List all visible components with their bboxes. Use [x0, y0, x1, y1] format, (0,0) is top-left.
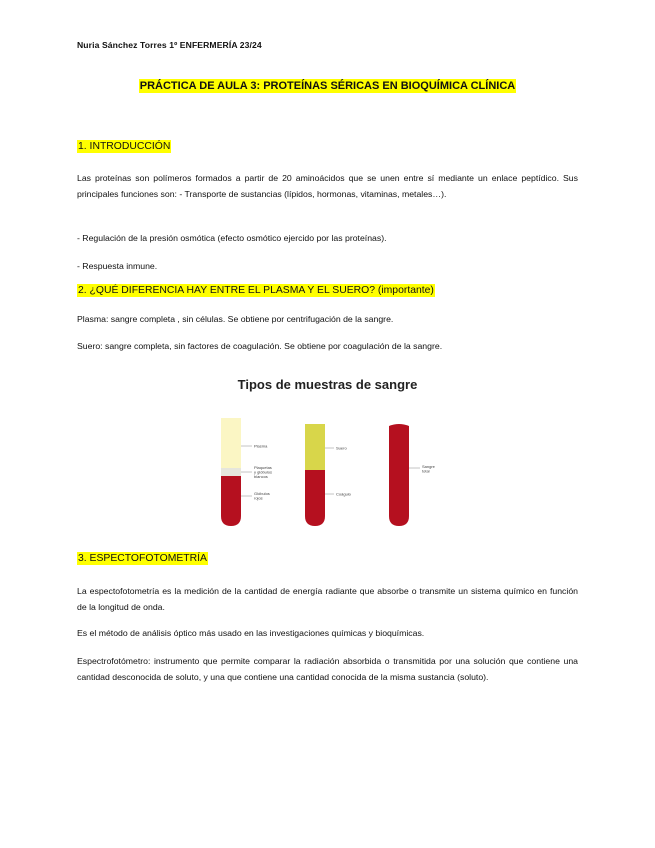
- document-title: [0, 80, 655, 92]
- tube-plasma: [221, 418, 272, 526]
- document-header: Nuria Sánchez Torres 1º ENFERMERÍA 23/24: [77, 40, 262, 50]
- spectro-paragraph-3: Espectrofotómetro: instrumento que permite comparar la radiación absorbida o transmitida por una solución que contiene una cantidad desconocida de soluto, y una que contiene una cantidad conocida de la misma sustancia (soluto).: [77, 656, 578, 682]
- suero-definition: Suero: sangre completa, sin factores de coagulación. Se obtiene por coagulación de la sangre.: [77, 341, 443, 351]
- section-heading-intro: [77, 141, 171, 152]
- label-plaquetas-1: Plaquetas: [254, 465, 272, 470]
- label-globulos-1: Glóbulos: [254, 491, 270, 496]
- section-heading-spectro-text: 3. ESPECTOFOTOMETRÍA: [78, 553, 207, 564]
- figure-title: Tipos de muestras de sangre: [237, 377, 418, 392]
- label-sangre-2: total: [422, 468, 430, 474]
- label-suero: Suero: [336, 445, 347, 451]
- label-sangre-1: Sangre: [422, 464, 435, 469]
- buffy-coat-layer: [221, 468, 241, 476]
- label-plaquetas-2: y glóbulos: [254, 469, 273, 475]
- intro-bullet-immune: - Respuesta inmune.: [77, 261, 158, 271]
- spectro-paragraph-1: La espectofotometría es la medición de la cantidad de energía radiante que absorbe o transmite un sistema químico en función de la longitud de onda.: [77, 586, 578, 612]
- intro-paragraph: Las proteínas son polímeros formados a partir de 20 aminoácidos que se unen entre sí mediante un enlace peptídico. Sus principales funciones son: - Transporte de sustancias (lípidos, hormonas, vitaminas, metales…).: [77, 173, 578, 199]
- section-heading-difference-text: 2. ¿QUÉ DIFERENCIA HAY ENTRE EL PLASMA Y EL SUERO? (importante): [78, 285, 434, 296]
- intro-bullet-osmotic: - Regulación de la presión osmótica (efecto osmótico ejercido por las proteínas).: [77, 233, 387, 243]
- label-globulos-2: rojos: [254, 495, 263, 501]
- label-plasma: Plasma: [254, 443, 268, 449]
- spectro-paragraph-2: Es el método de análisis óptico más usado en las investigaciones químicas y bioquímicas.: [77, 628, 425, 638]
- section-heading-difference: [77, 285, 435, 296]
- label-coagulo: Coágulo: [336, 491, 351, 497]
- tube-sangre-total: [389, 424, 436, 526]
- serum-layer: [305, 424, 325, 470]
- section-heading-intro-text: 1. INTRODUCCIÓN: [78, 141, 171, 152]
- red-cells-layer: [221, 476, 241, 526]
- plasma-definition: Plasma: sangre completa , sin células. Se obtiene por centrifugación de la sangre.: [77, 314, 394, 324]
- document-title-text: PRÁCTICA DE AULA 3: PROTEÍNAS SÉRICAS EN BIOQUÍMICA CLÍNICA: [139, 80, 516, 92]
- whole-blood-layer: [389, 424, 409, 526]
- blood-tubes-figure: [205, 400, 455, 540]
- section-heading-spectro: [77, 553, 208, 564]
- plasma-layer: [221, 418, 241, 468]
- tube-suero: [305, 424, 352, 526]
- clot-layer: [305, 470, 325, 526]
- label-plaquetas-3: blancos: [254, 474, 268, 479]
